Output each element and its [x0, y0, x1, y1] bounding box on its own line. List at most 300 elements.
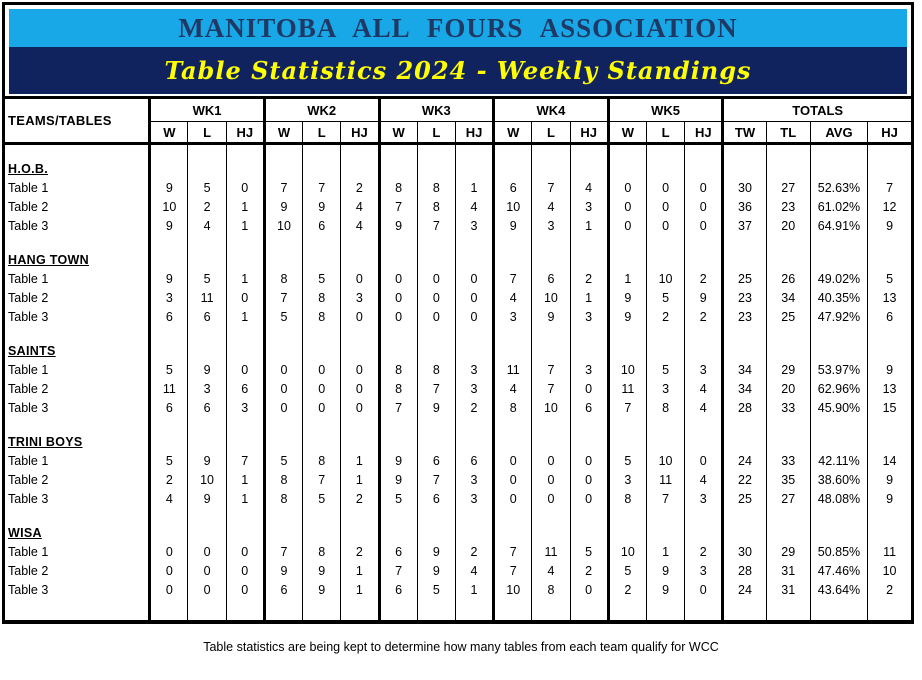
total-cell: 37 — [723, 217, 766, 236]
stat-cell: 2 — [570, 270, 608, 289]
stat-cell: 8 — [417, 198, 455, 217]
empty-cell — [150, 236, 188, 251]
stat-cell: 1 — [341, 471, 379, 490]
empty-cell — [5, 418, 150, 433]
stat-cell: 4 — [341, 198, 379, 217]
total-cell: 29 — [766, 361, 810, 380]
stat-cell: 0 — [379, 308, 417, 327]
banner-area — [5, 5, 911, 94]
empty-cell — [685, 524, 723, 543]
empty-cell — [494, 160, 532, 179]
col-header-l: L — [188, 122, 226, 144]
empty-cell — [341, 251, 379, 270]
empty-cell — [188, 144, 226, 161]
stat-cell: 0 — [341, 380, 379, 399]
stat-cell: 0 — [570, 581, 608, 600]
stat-cell: 2 — [455, 543, 493, 562]
table-stats-row — [5, 490, 911, 509]
stat-cell: 8 — [303, 543, 341, 562]
empty-cell — [417, 509, 455, 524]
table-label: Table 3 — [8, 492, 49, 506]
stat-cell: 6 — [150, 308, 188, 327]
table-stats-row — [5, 270, 911, 289]
stat-cell: 4 — [455, 562, 493, 581]
total-cell: 9 — [868, 471, 911, 490]
empty-cell — [685, 327, 723, 342]
stat-cell: 3 — [646, 380, 684, 399]
table-stats-row — [5, 179, 911, 198]
totals-header: TOTALS — [723, 98, 911, 122]
stat-cell: 0 — [150, 543, 188, 562]
qualification-footnote: Table statistics are being kept to determine how many tables from each team qualify for WCC — [203, 640, 719, 654]
stat-cell: 11 — [532, 543, 570, 562]
team-name: TRINI BOYS — [8, 435, 83, 449]
empty-cell — [226, 600, 264, 622]
stat-cell: 7 — [379, 399, 417, 418]
empty-cell — [723, 236, 766, 251]
stat-cell: 4 — [570, 179, 608, 198]
empty-cell — [608, 524, 646, 543]
stat-cell: 6 — [379, 543, 417, 562]
empty-cell — [379, 236, 417, 251]
empty-cell — [5, 600, 150, 622]
empty-cell — [303, 160, 341, 179]
total-cell: 43.64% — [810, 581, 867, 600]
stat-cell: 0 — [455, 270, 493, 289]
empty-cell — [723, 144, 766, 161]
stat-cell: 3 — [570, 361, 608, 380]
team-name-cell — [5, 342, 150, 361]
empty-cell — [646, 342, 684, 361]
total-cell: 20 — [766, 217, 810, 236]
stat-cell: 3 — [455, 490, 493, 509]
empty-cell — [379, 144, 417, 161]
total-cell: 23 — [766, 198, 810, 217]
empty-cell — [570, 342, 608, 361]
empty-cell — [226, 144, 264, 161]
stat-cell: 1 — [226, 308, 264, 327]
stat-cell: 10 — [646, 270, 684, 289]
empty-cell — [303, 251, 341, 270]
empty-cell — [685, 251, 723, 270]
stat-cell: 3 — [685, 361, 723, 380]
stat-cell: 2 — [685, 270, 723, 289]
empty-cell — [455, 342, 493, 361]
stat-cell: 0 — [226, 543, 264, 562]
empty-cell — [226, 418, 264, 433]
empty-cell — [532, 524, 570, 543]
stat-cell: 10 — [646, 452, 684, 471]
empty-cell — [766, 418, 810, 433]
empty-cell — [341, 342, 379, 361]
stat-cell: 7 — [494, 543, 532, 562]
association-title: MANITOBA ALL FOURS ASSOCIATION — [178, 13, 738, 43]
stat-cell: 0 — [685, 198, 723, 217]
empty-cell — [341, 327, 379, 342]
stat-cell: 0 — [264, 361, 302, 380]
total-cell: 34 — [766, 289, 810, 308]
empty-cell — [570, 160, 608, 179]
total-cell: 22 — [723, 471, 766, 490]
stat-cell: 7 — [264, 543, 302, 562]
stat-cell: 0 — [188, 543, 226, 562]
stat-cell: 0 — [341, 308, 379, 327]
col-header-hj: HJ — [570, 122, 608, 144]
total-cell: 45.90% — [810, 399, 867, 418]
empty-cell — [150, 433, 188, 452]
total-cell: 23 — [723, 308, 766, 327]
empty-cell — [341, 600, 379, 622]
stat-cell: 0 — [646, 198, 684, 217]
empty-cell — [608, 509, 646, 524]
total-cell: 42.11% — [810, 452, 867, 471]
stat-cell: 9 — [379, 217, 417, 236]
empty-cell — [766, 251, 810, 270]
total-cell: 25 — [723, 270, 766, 289]
empty-cell — [868, 342, 911, 361]
teams-tables-header: TEAMS/TABLES — [5, 98, 150, 144]
spreadsheet-page — [2, 2, 914, 624]
stat-cell: 4 — [188, 217, 226, 236]
empty-cell — [646, 600, 684, 622]
total-cell: 47.46% — [810, 562, 867, 581]
stat-cell: 5 — [188, 270, 226, 289]
stat-cell: 8 — [379, 361, 417, 380]
col-header-hj: HJ — [868, 122, 911, 144]
stat-cell: 1 — [226, 490, 264, 509]
stat-cell: 10 — [494, 581, 532, 600]
table-label: Table 2 — [8, 382, 49, 396]
stat-cell: 0 — [494, 452, 532, 471]
stat-cell: 4 — [494, 289, 532, 308]
stat-cell: 7 — [226, 452, 264, 471]
stat-cell: 0 — [608, 198, 646, 217]
empty-cell — [303, 433, 341, 452]
stat-cell: 9 — [150, 179, 188, 198]
total-cell: 34 — [723, 361, 766, 380]
empty-cell — [341, 433, 379, 452]
stat-cell: 0 — [608, 217, 646, 236]
empty-cell — [341, 236, 379, 251]
empty-cell — [570, 418, 608, 433]
total-cell: 26 — [766, 270, 810, 289]
empty-cell — [226, 160, 264, 179]
total-cell: 64.91% — [810, 217, 867, 236]
week-header-wk3: WK3 — [379, 98, 494, 122]
col-header-w: W — [264, 122, 302, 144]
empty-cell — [264, 342, 302, 361]
col-header-hj: HJ — [455, 122, 493, 144]
stat-cell: 4 — [685, 471, 723, 490]
empty-cell — [810, 433, 867, 452]
empty-cell — [810, 418, 867, 433]
empty-cell — [226, 433, 264, 452]
total-cell: 31 — [766, 562, 810, 581]
empty-cell — [150, 160, 188, 179]
stat-cell: 4 — [455, 198, 493, 217]
stat-cell: 0 — [608, 179, 646, 198]
stat-cell: 0 — [341, 399, 379, 418]
stat-cell: 7 — [303, 179, 341, 198]
total-cell: 30 — [723, 543, 766, 562]
stat-cell: 6 — [417, 490, 455, 509]
empty-cell — [264, 509, 302, 524]
empty-cell — [494, 236, 532, 251]
stat-cell: 1 — [455, 581, 493, 600]
empty-cell — [868, 251, 911, 270]
empty-cell — [810, 327, 867, 342]
total-cell: 10 — [868, 562, 911, 581]
empty-cell — [494, 418, 532, 433]
stat-cell: 9 — [150, 270, 188, 289]
empty-cell — [608, 600, 646, 622]
spacer-row — [5, 236, 911, 251]
stat-cell: 3 — [685, 562, 723, 581]
empty-cell — [810, 509, 867, 524]
empty-cell — [646, 144, 684, 161]
stat-cell: 7 — [303, 471, 341, 490]
empty-cell — [264, 524, 302, 543]
stat-cell: 4 — [150, 490, 188, 509]
stat-cell: 0 — [570, 490, 608, 509]
empty-cell — [608, 160, 646, 179]
stat-cell: 4 — [532, 562, 570, 581]
empty-cell — [766, 160, 810, 179]
empty-cell — [226, 251, 264, 270]
col-header-tl: TL — [766, 122, 810, 144]
stat-cell: 0 — [417, 289, 455, 308]
empty-cell — [188, 418, 226, 433]
stat-cell: 5 — [646, 361, 684, 380]
stat-cell: 9 — [188, 361, 226, 380]
stat-cell: 0 — [341, 270, 379, 289]
empty-cell — [303, 236, 341, 251]
stat-cell: 3 — [150, 289, 188, 308]
empty-cell — [417, 160, 455, 179]
stat-cell: 2 — [188, 198, 226, 217]
stat-cell: 0 — [226, 361, 264, 380]
stat-cell: 7 — [417, 217, 455, 236]
table-label: Table 3 — [8, 219, 49, 233]
total-cell: 48.08% — [810, 490, 867, 509]
table-label: Table 3 — [8, 310, 49, 324]
empty-cell — [455, 600, 493, 622]
total-cell: 28 — [723, 562, 766, 581]
empty-cell — [532, 433, 570, 452]
stat-cell: 5 — [303, 490, 341, 509]
stat-cell: 6 — [494, 179, 532, 198]
col-header-l: L — [646, 122, 684, 144]
table-label: Table 1 — [8, 545, 49, 559]
total-cell: 25 — [766, 308, 810, 327]
team-name-row — [5, 524, 911, 543]
stat-cell: 10 — [264, 217, 302, 236]
stat-cell: 5 — [379, 490, 417, 509]
table-label: Table 1 — [8, 454, 49, 468]
stat-cell: 1 — [570, 217, 608, 236]
empty-cell — [810, 144, 867, 161]
empty-cell — [646, 433, 684, 452]
empty-cell — [868, 144, 911, 161]
stat-cell: 8 — [646, 399, 684, 418]
empty-cell — [494, 342, 532, 361]
empty-cell — [685, 342, 723, 361]
stat-cell: 8 — [494, 399, 532, 418]
empty-cell — [417, 327, 455, 342]
stat-cell: 11 — [150, 380, 188, 399]
empty-cell — [226, 236, 264, 251]
empty-cell — [150, 251, 188, 270]
empty-cell — [226, 524, 264, 543]
stat-cell: 8 — [303, 452, 341, 471]
stat-cell: 5 — [570, 543, 608, 562]
table-label: Table 2 — [8, 473, 49, 487]
stat-cell: 0 — [341, 361, 379, 380]
spacer-row — [5, 418, 911, 433]
stat-cell: 0 — [455, 289, 493, 308]
team-name: H.O.B. — [8, 162, 48, 176]
stat-cell: 9 — [379, 471, 417, 490]
empty-cell — [264, 144, 302, 161]
stat-cell: 1 — [570, 289, 608, 308]
total-cell: 9 — [868, 490, 911, 509]
empty-cell — [608, 236, 646, 251]
stat-cell: 0 — [494, 490, 532, 509]
stat-cell: 9 — [188, 452, 226, 471]
empty-cell — [379, 327, 417, 342]
stat-cell: 8 — [532, 581, 570, 600]
empty-cell — [188, 509, 226, 524]
total-cell: 30 — [723, 179, 766, 198]
empty-cell — [723, 327, 766, 342]
empty-cell — [570, 600, 608, 622]
empty-cell — [150, 600, 188, 622]
col-header-l: L — [532, 122, 570, 144]
empty-cell — [379, 600, 417, 622]
stat-cell: 2 — [455, 399, 493, 418]
empty-cell — [532, 509, 570, 524]
stat-cell: 2 — [608, 581, 646, 600]
table-label: Table 2 — [8, 200, 49, 214]
stat-cell: 5 — [608, 452, 646, 471]
total-cell: 24 — [723, 452, 766, 471]
association-title-banner — [9, 9, 907, 47]
team-name-cell — [5, 524, 150, 543]
stat-cell: 6 — [379, 581, 417, 600]
empty-cell — [455, 418, 493, 433]
weekly-standings-table — [5, 96, 911, 624]
empty-cell — [264, 433, 302, 452]
stat-cell: 1 — [226, 270, 264, 289]
table-stats-row — [5, 217, 911, 236]
empty-cell — [264, 251, 302, 270]
empty-cell — [868, 600, 911, 622]
stat-cell: 3 — [685, 490, 723, 509]
stat-cell: 7 — [646, 490, 684, 509]
empty-cell — [188, 236, 226, 251]
table-stats-row — [5, 308, 911, 327]
stat-cell: 3 — [570, 198, 608, 217]
stat-cell: 7 — [532, 380, 570, 399]
empty-cell — [341, 418, 379, 433]
empty-cell — [532, 342, 570, 361]
empty-cell — [150, 524, 188, 543]
table-label: Table 1 — [8, 272, 49, 286]
stat-cell: 0 — [188, 562, 226, 581]
empty-cell — [532, 160, 570, 179]
stat-cell: 3 — [188, 380, 226, 399]
stat-cell: 0 — [303, 361, 341, 380]
empty-cell — [188, 342, 226, 361]
stat-cell: 7 — [264, 289, 302, 308]
total-cell: 31 — [766, 581, 810, 600]
empty-cell — [5, 509, 150, 524]
empty-cell — [494, 327, 532, 342]
empty-cell — [868, 160, 911, 179]
empty-cell — [379, 524, 417, 543]
total-cell: 5 — [868, 270, 911, 289]
col-header-hj: HJ — [341, 122, 379, 144]
empty-cell — [608, 418, 646, 433]
empty-cell — [766, 342, 810, 361]
table-label: Table 2 — [8, 291, 49, 305]
stat-cell: 7 — [532, 179, 570, 198]
stat-cell: 2 — [341, 179, 379, 198]
table-label: Table 1 — [8, 181, 49, 195]
empty-cell — [303, 418, 341, 433]
col-header-tw: TW — [723, 122, 766, 144]
empty-cell — [417, 144, 455, 161]
empty-cell — [417, 418, 455, 433]
empty-cell — [685, 236, 723, 251]
stat-cell: 7 — [379, 198, 417, 217]
stat-cell: 9 — [532, 308, 570, 327]
stat-cell: 8 — [303, 289, 341, 308]
stat-cell: 3 — [532, 217, 570, 236]
stat-cell: 0 — [570, 380, 608, 399]
empty-cell — [608, 327, 646, 342]
empty-cell — [868, 524, 911, 543]
stat-cell: 3 — [455, 380, 493, 399]
total-cell: 40.35% — [810, 289, 867, 308]
total-cell: 23 — [723, 289, 766, 308]
total-cell: 52.63% — [810, 179, 867, 198]
stat-cell: 0 — [685, 581, 723, 600]
stat-cell: 0 — [379, 270, 417, 289]
stat-cell: 3 — [570, 308, 608, 327]
total-cell: 53.97% — [810, 361, 867, 380]
empty-cell — [417, 433, 455, 452]
empty-cell — [646, 509, 684, 524]
empty-cell — [608, 342, 646, 361]
table-stats-row — [5, 543, 911, 562]
empty-cell — [150, 144, 188, 161]
total-cell: 12 — [868, 198, 911, 217]
stat-cell: 6 — [264, 581, 302, 600]
empty-cell — [723, 160, 766, 179]
table-stats-row — [5, 361, 911, 380]
table-stats-row — [5, 289, 911, 308]
stat-cell: 9 — [494, 217, 532, 236]
stat-cell: 6 — [532, 270, 570, 289]
empty-cell — [608, 144, 646, 161]
total-cell: 13 — [868, 289, 911, 308]
total-cell: 20 — [766, 380, 810, 399]
col-header-hj: HJ — [226, 122, 264, 144]
empty-cell — [303, 509, 341, 524]
stat-cell: 11 — [646, 471, 684, 490]
stat-cell: 0 — [226, 289, 264, 308]
